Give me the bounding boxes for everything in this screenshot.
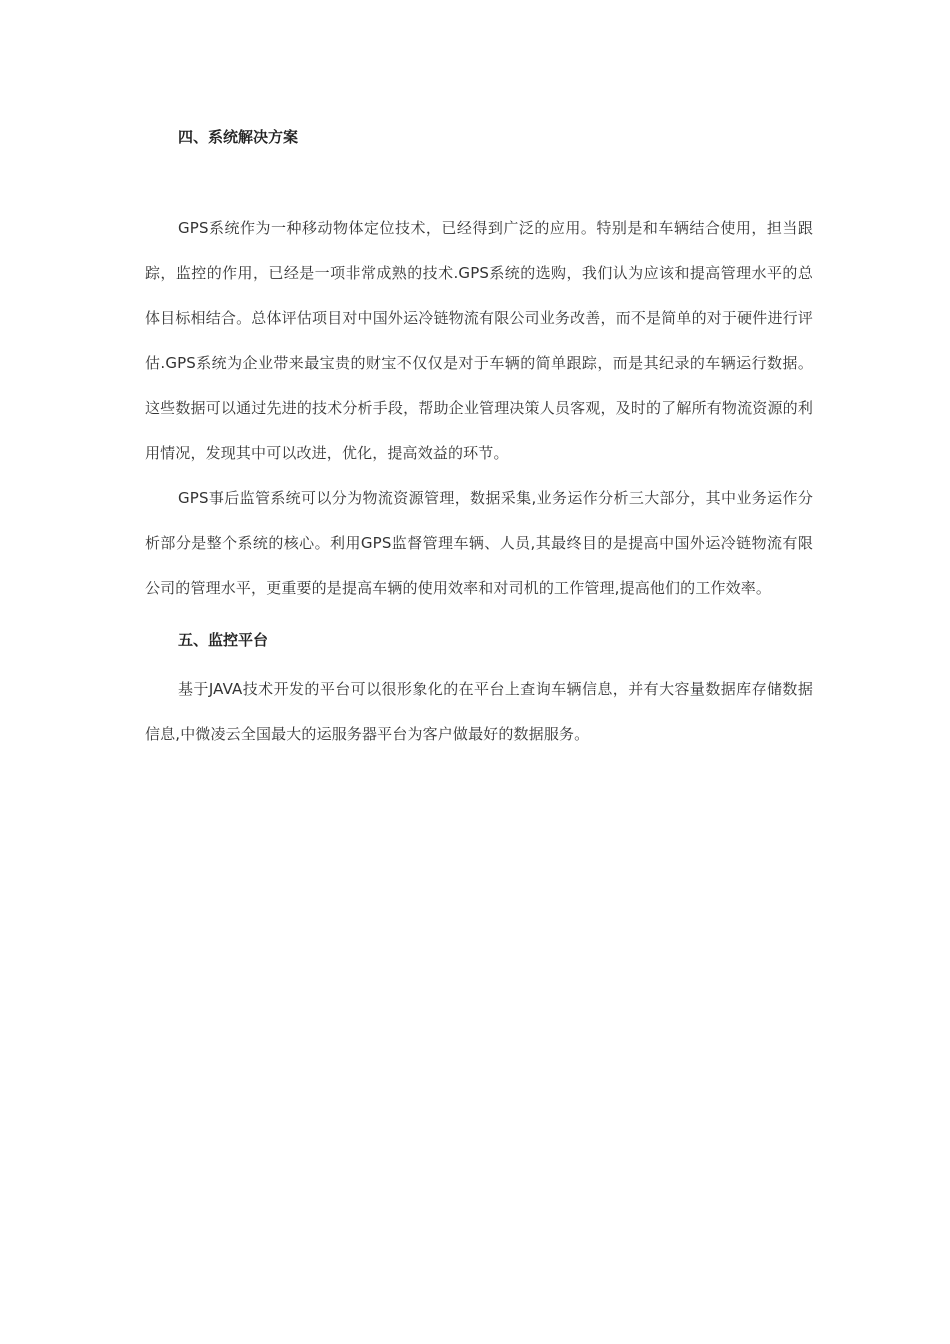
- paragraph-gps-overview: GPS系统作为一种移动物体定位技术，已经得到广泛的应用。特别是和车辆结合使用，担当跟踪，监控的作用，已经是一项非常成熟的技术.GPS系统的选购，我们认为应该和提高管理水平的总体目标相结合。总体评估项目对中国外运冷链物流有限公司业务改善，而不是简单的对于硬件进行评估.GPS系统为企业带来最宝贵的财宝不仅仅是对于车辆的简单跟踪，而是其纪录的车辆运行数据。这些数据可以通过先进的技术分析手段，帮助企业管理决策人员客观，及时的了解所有物流资源的利用情况，发现其中可以改进，优化，提高效益的环节。: [145, 219, 813, 462]
- section-heading-solution: 四、系统解决方案: [178, 128, 299, 146]
- paragraph-platform: 基于JAVA技术开发的平台可以很形象化的在平台上查询车辆信息，并有大容量数据库存储数据信息,中微凌云全国最大的运服务器平台为客户做最好的数据服务。: [145, 680, 813, 743]
- document-body: [145, 118, 813, 757]
- paragraph-gps-supervision: GPS事后监管系统可以分为物流资源管理，数据采集,业务运作分析三大部分，其中业务运作分析部分是整个系统的核心。利用GPS监督管理车辆、人员,其最终目的是提高中国外运冷链物流有限公司的管理水平，更重要的是提高车辆的使用效率和对司机的工作管理,提高他们的工作效率。: [145, 489, 813, 597]
- section-heading-monitoring-platform: 五、监控平台: [178, 631, 269, 649]
